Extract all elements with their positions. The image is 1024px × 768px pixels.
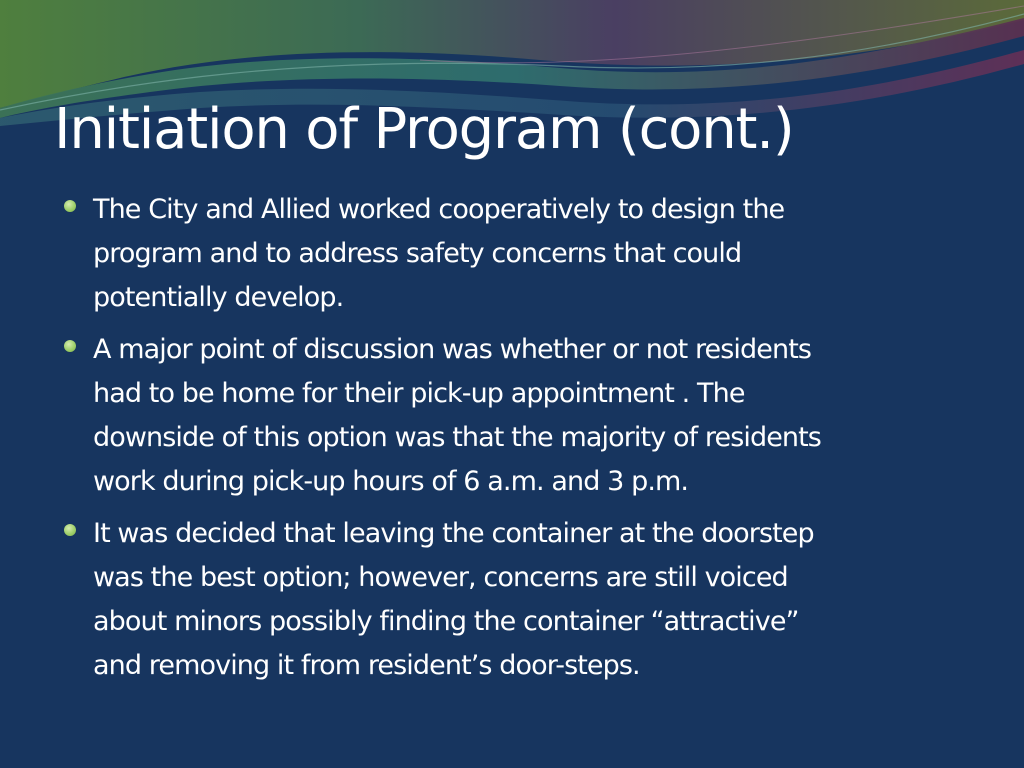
bullet-text: A major point of discussion was whether or not residents had to be home for their pick-up appointment . The downside of this option was that the majority of residents work during pick-up hours of 6 a.m. and 3 p.m.: [93, 334, 821, 497]
bullet-dot-icon: [64, 340, 76, 352]
bullet-text: It was decided that leaving the container at the doorstep was the best option; however, concerns are still voiced about minors possibly finding the container “attractive” and removing it from resident’s door-steps.: [93, 518, 814, 681]
bullet-dot-icon: [64, 200, 76, 212]
bullet-text: The City and Allied worked cooperatively to design the program and to address safety concerns that could potentially develop.: [93, 194, 785, 313]
bullet-item: [64, 328, 984, 504]
bullet-list: [64, 188, 984, 696]
bullet-dot-icon: [64, 524, 76, 536]
bullet-item: [64, 512, 984, 688]
slide-title: Initiation of Program (cont.): [54, 97, 794, 162]
bullet-item: [64, 188, 984, 320]
